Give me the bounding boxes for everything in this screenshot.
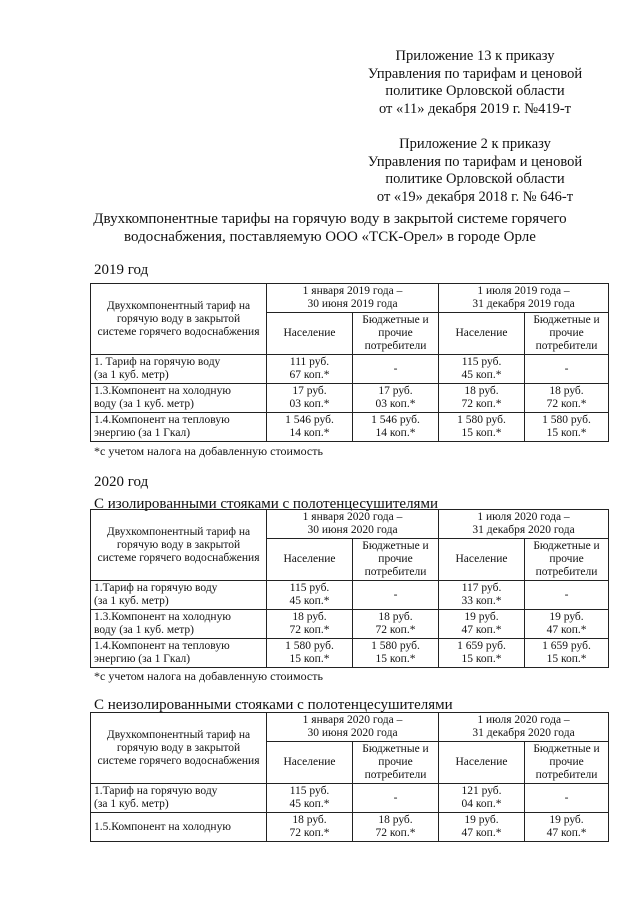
cell-line: горячую воду в закрытой [116,312,241,325]
cell-line: потребители [535,566,598,578]
value-cell [525,784,609,813]
header-line: Приложение 13 к приказу [395,48,555,64]
value-cell [353,355,439,384]
value-cell [525,355,609,384]
cell-line: 30 июня 2019 года [307,298,398,310]
value-cell [353,813,439,842]
value-cell [525,639,609,668]
cell-line: 45 коп.* [289,798,330,810]
cell-line: 117 руб. [461,582,502,594]
cell-line: 1.3.Компонент на холодную [94,611,231,623]
row-label [91,355,267,384]
cell-line: Двухкомпонентный тариф на [106,299,251,312]
cell-line: 1.5.Компонент на холодную [94,820,231,833]
cell-line: - [393,588,398,601]
budget-header [353,539,439,581]
cell-line: Бюджетные и [362,743,429,755]
population-header: Население [439,313,525,355]
cell-line: 1 января 2019 года – [302,285,403,297]
cell-line: 111 руб. [289,356,330,368]
tariff-table [90,283,609,442]
table-row [91,355,609,384]
cell-line: горячую воду в закрытой [116,538,241,551]
cell-line: 18 руб. [464,385,499,397]
cell-line: 115 руб. [289,582,330,594]
value-cell [525,413,609,442]
population-header: Население [439,742,525,784]
value-cell [439,639,525,668]
tariff-table [90,509,609,668]
value-cell [353,384,439,413]
year-2019-label: 2019 год [94,262,149,278]
cell-line: 1 580 руб. [371,640,420,652]
cell-line: 33 коп.* [461,595,502,607]
cell-line: 1 659 руб. [457,640,506,652]
cell-line: 72 коп.* [375,827,416,839]
value-cell [525,384,609,413]
cell-line: 121 руб. [461,785,502,797]
value-cell [267,813,353,842]
value-cell [267,610,353,639]
cell-line: потребители [535,340,598,352]
cell-line: 1 659 руб. [542,640,591,652]
cell-line: воду (за 1 куб. метр) [94,624,194,636]
tariff-column-header [91,713,267,784]
cell-line: - [393,791,398,804]
value-cell [439,384,525,413]
cell-line: системе горячего водоснабжения [97,754,260,767]
cell-line: 1.Тариф на горячую воду [94,785,218,797]
value-cell [353,610,439,639]
cell-line: 18 руб. [549,385,584,397]
value-cell [353,413,439,442]
cell-line: 1 546 руб. [371,414,420,426]
tariff-column-header [91,284,267,355]
document-header [330,48,620,224]
cell-line: 31 декабря 2019 года [472,298,575,310]
header-line: политике Орловской области [385,83,565,99]
cell-line: 67 коп.* [289,369,330,381]
header-line: Приложение 2 к приказу [399,136,551,152]
value-cell [525,581,609,610]
cell-line: 1.4.Компонент на тепловую [94,640,230,652]
tariff-table [90,712,609,842]
cell-line: 72 коп.* [289,827,330,839]
cell-line: - [564,791,569,804]
value-cell [439,610,525,639]
value-cell [353,639,439,668]
cell-line: 17 руб. [292,385,327,397]
value-cell [353,784,439,813]
period-header [267,713,439,742]
population-header: Население [267,313,353,355]
cell-line: 1.3.Компонент на холодную [94,385,231,397]
noninsulated-label: С неизолированными стояками с полотенцесушителями [94,697,453,713]
appendix-2-block [330,136,620,206]
insulated-label: С изолированными стояками с полотенцесушителями [94,496,438,512]
cell-line: 1 июля 2020 года – [477,511,570,523]
value-cell [267,784,353,813]
row-label [91,581,267,610]
cell-line: воду (за 1 куб. метр) [94,398,194,410]
table-row [91,581,609,610]
period-header [439,284,609,313]
cell-line: 19 руб. [464,814,499,826]
row-label [91,784,267,813]
value-cell [353,581,439,610]
cell-line: энергию (за 1 Гкал) [94,427,191,439]
cell-line: 15 коп.* [461,427,502,439]
cell-line: 1 июля 2019 года – [477,285,570,297]
cell-line: 72 коп.* [546,398,587,410]
period-header [439,713,609,742]
cell-line: - [564,362,569,375]
cell-line: (за 1 куб. метр) [94,595,169,607]
cell-line: Бюджетные и [533,540,600,552]
period-header [267,284,439,313]
table-row [91,784,609,813]
cell-line: 30 июня 2020 года [307,524,398,536]
header-line: политике Орловской области [385,171,565,187]
cell-line: Двухкомпонентный тариф на [106,728,251,741]
row-label [91,384,267,413]
period-header [439,510,609,539]
value-cell [439,813,525,842]
cell-line: Бюджетные и [362,540,429,552]
population-header: Население [267,742,353,784]
cell-line: (за 1 куб. метр) [94,798,169,810]
cell-line: 47 коп.* [546,624,587,636]
value-cell [267,413,353,442]
vat-note: *с учетом налога на добавленную стоимость [94,444,323,458]
cell-line: 1 января 2020 года – [302,511,403,523]
table-row [91,610,609,639]
cell-line: 18 руб. [378,611,413,623]
value-cell [439,784,525,813]
cell-line: 14 коп.* [289,427,330,439]
header-line: Управления по тарифам и ценовой [367,65,583,82]
cell-line: - [564,588,569,601]
cell-line: 19 руб. [464,611,499,623]
header-line: от «11» декабря 2019 г. №419-т [378,100,572,117]
cell-line: 15 коп.* [375,653,416,665]
cell-line: Бюджетные и [533,314,600,326]
header-line: Управления по тарифам и ценовой [367,153,583,170]
cell-line: 19 руб. [549,814,584,826]
cell-line: 115 руб. [461,356,502,368]
table-row [91,813,609,842]
cell-line: 31 декабря 2020 года [472,524,575,536]
period-header [267,510,439,539]
budget-header [525,313,609,355]
year-2020-label: 2020 год [94,474,149,490]
cell-line: потребители [364,340,427,352]
table-row [91,413,609,442]
cell-line: 19 руб. [549,611,584,623]
value-cell [267,581,353,610]
cell-line: 15 коп.* [289,653,330,665]
cell-line: 72 коп.* [289,624,330,636]
cell-line: прочие [549,327,584,339]
population-header: Население [439,539,525,581]
cell-line: 17 руб. [378,385,413,397]
cell-line: Бюджетные и [362,314,429,326]
cell-line: 15 коп.* [546,653,587,665]
cell-line: прочие [378,756,413,768]
cell-line: 1 января 2020 года – [302,714,403,726]
cell-line: 1.Тариф на горячую воду [94,582,218,594]
cell-line: 30 июня 2020 года [307,727,398,739]
cell-line: прочие [378,553,413,565]
value-cell [439,413,525,442]
cell-line: 47 коп.* [546,827,587,839]
value-cell [267,639,353,668]
cell-line: (за 1 куб. метр) [94,369,169,381]
vat-note: *с учетом налога на добавленную стоимость [94,669,323,683]
cell-line: системе горячего водоснабжения [97,551,260,564]
cell-line: потребители [364,769,427,781]
cell-line: 15 коп.* [461,653,502,665]
value-cell [525,610,609,639]
cell-line: 45 коп.* [289,595,330,607]
cell-line: 1 546 руб. [285,414,334,426]
cell-line: 18 руб. [292,814,327,826]
cell-line: 1 580 руб. [542,414,591,426]
cell-line: Бюджетные и [533,743,600,755]
budget-header [353,313,439,355]
cell-line: 1. Тариф на горячую воду [94,356,221,368]
cell-line: горячую воду в закрытой [116,741,241,754]
cell-line: 72 коп.* [461,398,502,410]
appendix-13-block [330,48,620,118]
cell-line: прочие [378,327,413,339]
cell-line: - [393,362,398,375]
cell-line: потребители [364,566,427,578]
row-label [91,413,267,442]
value-cell [267,355,353,384]
cell-line: 1 580 руб. [457,414,506,426]
document-title [60,210,600,246]
cell-line: энергию (за 1 Гкал) [94,653,191,665]
cell-line: 04 коп.* [461,798,502,810]
cell-line: 45 коп.* [461,369,502,381]
cell-line: Двухкомпонентный тариф на [106,525,251,538]
cell-line: 47 коп.* [461,827,502,839]
cell-line: прочие [549,756,584,768]
cell-line: прочие [549,553,584,565]
table-row [91,384,609,413]
value-cell [525,813,609,842]
tariff-column-header [91,510,267,581]
cell-line: 03 коп.* [289,398,330,410]
population-header: Население [267,539,353,581]
cell-line: 18 руб. [292,611,327,623]
cell-line: 18 руб. [378,814,413,826]
cell-line: 1 580 руб. [285,640,334,652]
cell-line: 14 коп.* [375,427,416,439]
cell-line: 03 коп.* [375,398,416,410]
cell-line: системе горячего водоснабжения [97,325,260,338]
header-line: от «19» декабря 2018 г. № 646-т [376,188,574,205]
row-label [91,610,267,639]
row-label [91,813,267,842]
cell-line: 15 коп.* [546,427,587,439]
cell-line: 31 декабря 2020 года [472,727,575,739]
title-line: водоснабжения, поставляемую ООО «ТСК-Орел» в городе Орле [124,229,536,245]
value-cell [267,384,353,413]
cell-line: 1.4.Компонент на тепловую [94,414,230,426]
cell-line: 115 руб. [289,785,330,797]
cell-line: потребители [535,769,598,781]
cell-line: 1 июля 2020 года – [477,714,570,726]
budget-header [525,742,609,784]
cell-line: 72 коп.* [375,624,416,636]
value-cell [439,355,525,384]
cell-line: 47 коп.* [461,624,502,636]
value-cell [439,581,525,610]
table-row [91,639,609,668]
budget-header [525,539,609,581]
budget-header [353,742,439,784]
title-line: Двухкомпонентные тарифы на горячую воду в закрытой системе горячего [93,211,567,227]
row-label [91,639,267,668]
